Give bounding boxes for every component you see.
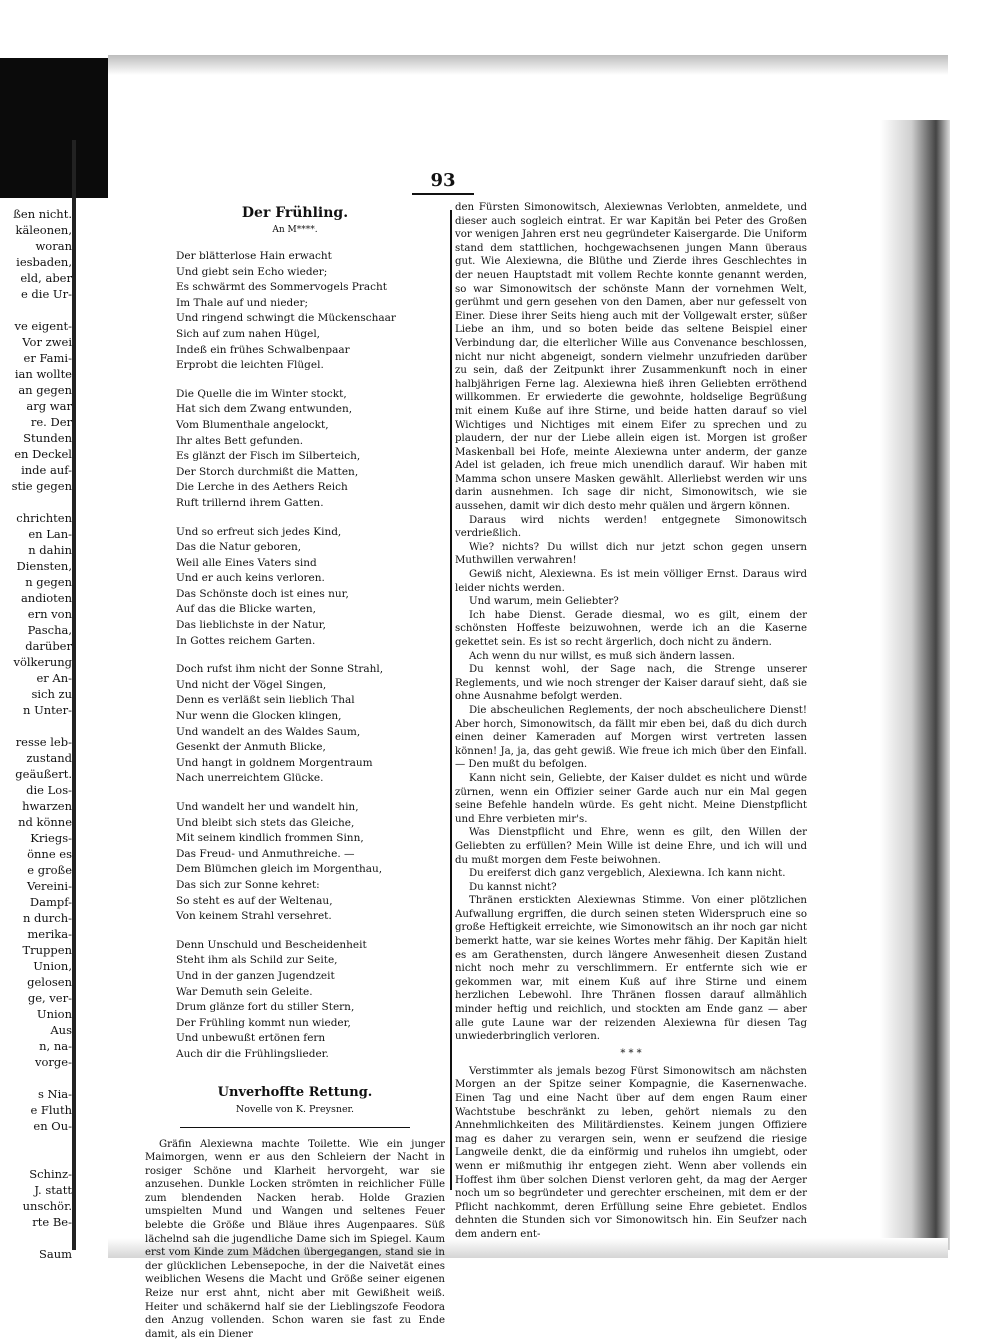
margin-fragment: s Nia- (0, 1086, 72, 1102)
poem-line: Und unbewußt ertönen fern (176, 1031, 440, 1047)
poem-line: Der Frühling kommt nun wieder, (176, 1016, 440, 1032)
poem-line: Und giebt sein Echo wieder; (176, 265, 440, 281)
margin-fragment: re. Der (0, 414, 72, 430)
margin-fragment: woran (0, 238, 72, 254)
margin-fragment: gelosen (0, 974, 72, 990)
poem-title: Der Frühling. (150, 205, 440, 221)
story-paragraph: Kann nicht sein, Geliebte, der Kaiser duldet es nicht und würde zürnen, wenn ein Offizier seiner Garde auch nur ein Mal gegen seine Befehle handeln würde. Es geht nicht. Meine Dienstpflicht und Ehre verbieten mir's. (455, 772, 807, 826)
column-divider (450, 210, 452, 1190)
poem-stanza (176, 938, 440, 1063)
margin-fragment: vorge- (0, 1054, 72, 1070)
margin-fragment: an gegen (0, 382, 72, 398)
margin-fragment: en Lan- (0, 526, 72, 542)
poem-line: In Gottes reichem Garten. (176, 634, 440, 650)
book-gutter-line (72, 140, 76, 1250)
margin-fragment: er An- (0, 670, 72, 686)
margin-fragment: hwarzen (0, 798, 72, 814)
poem-stanza (176, 387, 440, 512)
margin-fragment: e die Ur- (0, 286, 72, 302)
margin-fragment: arg war (0, 398, 72, 414)
margin-fragment: önne es (0, 846, 72, 862)
story-paragraph: Die abscheulichen Reglements, der noch abscheulichere Dienst! Aber horch, Simonowitsch, da fällt mir eben bei, daß du dich durch einen deiner Kameraden auf Morgen wirst vertreten lassen können! Ja, ja, das geht gewiß. Wie freue ich mich über den Einfall. — Den mußt du befolgen. (455, 704, 807, 772)
poem-line: Gesenkt der Anmuth Blicke, (176, 740, 440, 756)
poem-line: Nur wenn die Glocken klingen, (176, 709, 440, 725)
poem-line: Das lieblichste in der Natur, (176, 618, 440, 634)
margin-fragment: iesbaden, (0, 254, 72, 270)
poem-line: Hat sich dem Zwang entwunden, (176, 402, 440, 418)
poem-line: Von keinem Strahl versehret. (176, 909, 440, 925)
poem-line: Steht ihm als Schild zur Seite, (176, 953, 440, 969)
poem-line: Mit seinem kindlich frommen Sinn, (176, 831, 440, 847)
margin-fragment: Kriegs- (0, 830, 72, 846)
poem-line: Im Thale auf und nieder; (176, 296, 440, 312)
story-paragraph: Thränen erstickten Alexiewnas Stimme. Von einer plötzlichen Aufwallung ergriffen, die durch seinen steten Widerspruch eine so große Heftigkeit erreichte, wie Simonowitsch an ihr noch gar nicht bemerkt hatte, war sie keines Wortes mehr fähig. Der Kapitän hielt es am Gerathensten, durch längere Anwesenheit diesen Zustand nicht noch mehr zu verschlimmern. Er entfernte sich wie er gekommen war, mit einem Kuß auf ihre Stirne und einem herzlichen Lebewohl. Ihre Thränen flossen darauf allmählich minder heftig und reichlich, und stockten am Ende ganz — aber alle gute Laune war der reizenden Alexiewna für diesen Tag unwiederbringlich verloren. (455, 894, 807, 1044)
margin-fragment: völkerung (0, 654, 72, 670)
margin-fragment: Vor zwei (0, 334, 72, 350)
poem-line: Auf das die Blicke warten, (176, 602, 440, 618)
margin-fragment: käleonen, (0, 222, 72, 238)
story-paragraph: den Fürsten Simonowitsch, Alexiewnas Verlobten, anmeldete, und dieser auch sogleich eintrat. Er war Kapitän bei Peter des Großen vor wenigen Jahren erst neu gegründeter Kaisergarde. Die Uniform stand dem stattlichen, hochgewachsenen jungen Mann überaus gut. Wie Alexiewna, die Blüthe und Zierde ihres Geschlechtes in der neuen Hauptstadt mit vollem Rechte konnte genannt werden, so war Simonowitsch der schönste Mann der vornehmen Welt, gerühmt und gern gesehen von den Damen, aber nur gefesselt von Einer. Diese ihrer Seits hieng auch mit der Vollgewalt erster, süßer Liebe an ihm, und so boten beide das seltene Beispiel einer Verbindung dar, die elterlicher Wille aus Convenance beschlossen, nicht nur nicht abgeneigt, sondern vielmehr unzufrieden darüber zu sein, daß der Zeitpunkt ihrer Zusammenkunft noch in einer halbjährigen Ferne lag. Alexiewna hieß ihren Geliebten erröthend willkommen. Er erwiederte die gewohnte, holdselige Begrüßung mit einem Kuße auf ihre Stirne, und beide hatten darauf so viel Wichtiges und Nichtiges mit einem Eifer zu sprechen und zu plaudern, der nur der Liebe allein eigen ist. Morgen ist großer Maskenball bei Hofe, meinte Alexiewna unter anderm, der ganze Adel ist geladen, ich freue mich unendlich darauf. Wir haben mit Mamma schon unsere Masken gewählt. Allerliebst werden wir uns darin ausnehmen. Ich sage dir nicht, Simonowitsch, wie sie aussehen, damit wir dich desto mehr quälen und ärgern können. (455, 201, 807, 514)
poem-line: Weil alle Eines Vaters sind (176, 556, 440, 572)
margin-fragment: geäußert. (0, 766, 72, 782)
margin-fragment: en Ou- (0, 1118, 72, 1134)
poem-stanza (176, 249, 440, 374)
poem-stanza (176, 525, 440, 650)
margin-fragment: rte Be- (0, 1214, 72, 1230)
page-number: 93 (412, 170, 474, 191)
poem-line: Der blätterlose Hain erwacht (176, 249, 440, 265)
poem-line: Das Schönste doch ist eines nur, (176, 587, 440, 603)
margin-fragment: ian wollte (0, 366, 72, 382)
margin-fragment: n durch- (0, 910, 72, 926)
poem-stanza (176, 800, 440, 925)
margin-fragment: resse leb- (0, 734, 72, 750)
poem-line: Und wandelt an des Waldes Saum, (176, 725, 440, 741)
poem-line: Und ringend schwingt die Mückenschaar (176, 311, 440, 327)
poem-line: Das Freud- und Anmuthreiche. — (176, 847, 440, 863)
margin-fragment: e Fluth (0, 1102, 72, 1118)
left-column (150, 205, 440, 1341)
poem-line: Doch rufst ihm nicht der Sonne Strahl, (176, 662, 440, 678)
poem-line: Sich auf zum nahen Hügel, (176, 327, 440, 343)
story-paragraph: Ach wenn du nur willst, es muß sich ändern lassen. (455, 650, 807, 664)
margin-fragment: n gegen (0, 574, 72, 590)
margin-fragment: darüber (0, 638, 72, 654)
margin-fragment: Union (0, 1006, 72, 1022)
poem-line: Drum glänze fort du stiller Stern, (176, 1000, 440, 1016)
poem-line: Die Quelle die im Winter stockt, (176, 387, 440, 403)
poem-line: Erprobt die leichten Flügel. (176, 358, 440, 374)
story-paragraph: Ich habe Dienst. Gerade diesmal, wo es gilt, einem der schönsten Hoffeste beizuwohnen, werde ich an die Kaserne gekettet sein. Es ist so recht ärgerlich, doch nicht zu ändern. (455, 609, 807, 650)
scan-top-shadow (108, 55, 948, 75)
poem-line: Und nicht der Vögel Singen, (176, 678, 440, 694)
story-paragraph: Und warum, mein Geliebter? (455, 595, 807, 609)
margin-fragment: unschör. (0, 1198, 72, 1214)
poem-line: Dem Blümchen gleich im Morgenthau, (176, 862, 440, 878)
margin-fragment: Pascha, (0, 622, 72, 638)
margin-fragment: er Fami- (0, 350, 72, 366)
poem-line: Es schwärmt des Sommervogels Pracht (176, 280, 440, 296)
margin-fragment: stie gegen (0, 478, 72, 494)
margin-fragment: ve eigent- (0, 318, 72, 334)
story-paragraph: Du kannst nicht? (455, 881, 807, 895)
section-separator: * * * (455, 1048, 807, 1059)
margin-fragment: andioten (0, 590, 72, 606)
poem-line: Auch dir die Frühlingslieder. (176, 1047, 440, 1063)
margin-fragment: n dahin (0, 542, 72, 558)
poem-line: So steht es auf der Weltenau, (176, 894, 440, 910)
margin-fragment: chrichten (0, 510, 72, 526)
poem-line: Und hangt in goldnem Morgentraum (176, 756, 440, 772)
story-after-paragraph: Verstimmter als jemals bezog Fürst Simonowitsch am nächsten Morgen an der Spitze seiner Kompagnie, die Kasernenwache. Einen Tag und eine Nacht über auf dem engen Raum einer Wachtstube beschränkt zu leben, gehört niemals zu den Annehmlichkeiten des Militärdienstes. Keinem jungen Offiziere mag es daher zu verargen sein, wenn er seufzend die riesige Langweile denkt, die da einförmig und ruhelos ihn umgiebt, oder wenn er mißmuthig ihr entgegen zieht. Wenn aber vollends ein Hoffest ihm über solchen Dienst verloren geht, da mag der Aerger noch um so begründeter und gerechter erscheinen, mit dem er der Pflicht nachkommt, deren Erfüllung seine Ehre gebietet. Endlos dehnten die Stunden sich vor Simonowitsch hin. Ein Seufzer nach dem andern ent- (455, 1065, 807, 1242)
margin-fragment: n, na- (0, 1038, 72, 1054)
margin-fragment: Stunden (0, 430, 72, 446)
poem-line: Ruft trillernd ihrem Gatten. (176, 496, 440, 512)
margin-fragment: ern von (0, 606, 72, 622)
story-paragraph: Gewiß nicht, Alexiewna. Es ist mein völliger Ernst. Daraus wird leider nichts werden. (455, 568, 807, 595)
poem-line: Nach unerreichtem Glücke. (176, 771, 440, 787)
poem-dedication: An M****. (150, 225, 440, 235)
poem-line: Und in der ganzen Jugendzeit (176, 969, 440, 985)
poem-line: War Demuth sein Geleite. (176, 985, 440, 1001)
margin-fragment: Truppen (0, 942, 72, 958)
margin-fragment: Union, (0, 958, 72, 974)
poem-line: Und so erfreut sich jedes Kind, (176, 525, 440, 541)
margin-fragment: en Deckel (0, 446, 72, 462)
margin-fragment: sich zu (0, 686, 72, 702)
right-column (455, 201, 807, 1242)
poem-stanza (176, 662, 440, 787)
poem-line: Und bleibt sich stets das Gleiche, (176, 816, 440, 832)
poem-line: Denn Unschuld und Bescheidenheit (176, 938, 440, 954)
poem-line: Das die Natur geboren, (176, 540, 440, 556)
margin-fragment: ßen nicht. (0, 206, 72, 222)
margin-fragment: merika- (0, 926, 72, 942)
margin-fragment: inde auf- (0, 462, 72, 478)
margin-fragment: n Unter- (0, 702, 72, 718)
poem-line: Der Storch durchmißt die Matten, (176, 465, 440, 481)
poem-line: Indeß ein frühes Schwalbenpaar (176, 343, 440, 359)
margin-fragment: eld, aber (0, 270, 72, 286)
story-paragraph: Du ereiferst dich ganz vergeblich, Alexiewna. Ich kann nicht. (455, 867, 807, 881)
margin-fragment: Saum (0, 1246, 72, 1262)
story-paragraph: Daraus wird nichts werden! entgegnete Simonowitsch verdrießlich. (455, 514, 807, 541)
margin-fragment: Vereini- (0, 878, 72, 894)
story-opening-paragraph: Gräfin Alexiewna machte Toilette. Wie ein junger Maimorgen, wenn er aus den Schleiern der Nacht in rosiger Schöne und Klarheit hervorgeht, war sie anzusehen. Dunkle Locken strömten in reichlicher Fülle zum blendenden Nacken herab. Holde Grazien umspielten Mund und Wangen und seltenes Feuer belebte die Größe und Bläue ihres Augenpaares. Süß lächelnd sah die jugendliche Dame sich im Spiegel. Kaum erst vom Kinde zum Mädchen übergegangen, stand sie in der glücklichen Lebensepoche, in der die Naivetät eines weiblichen Wesens die Macht und Größe seiner eigenen Reize nur erst ahnt, nicht aber mit Gewißheit weiß. Heiter und schäkernd half sie der Lieblingszofe Feodora den Anzug vollenden. Schon waren sie fast zu Ende damit, als ein Diener (145, 1138, 445, 1341)
story-paragraph: Wie? nichts? Du willst dich nur jetzt schon gegen unsern Muthwillen verwahren! (455, 541, 807, 568)
story-subtitle: Novelle von K. Preysner. (150, 1104, 440, 1115)
poem-line: Denn es verläßt sein lieblich Thal (176, 693, 440, 709)
margin-fragment: e große (0, 862, 72, 878)
poem-line: Vom Blumenthale angelockt, (176, 418, 440, 434)
story-paragraph: Du kennst wohl, der Sage nach, die Strenge unserer Reglements, und wie noch strenger der Kaiser darauf sieht, daß sie ohne Ausnahme befolgt werden. (455, 663, 807, 704)
margin-fragment: ge, ver- (0, 990, 72, 1006)
adjacent-page-margin (0, 58, 72, 1253)
margin-fragment: Diensten, (0, 558, 72, 574)
margin-fragment: Dampf- (0, 894, 72, 910)
title-rule (180, 1127, 410, 1128)
scan-dark-edge (0, 58, 108, 198)
poem-line: Die Lerche in des Aethers Reich (176, 480, 440, 496)
poem-line: Es glänzt der Fisch im Silberteich, (176, 449, 440, 465)
margin-fragment: Aus (0, 1022, 72, 1038)
story-title: Unverhoffte Rettung. (150, 1085, 440, 1100)
margin-fragment: Schinz- (0, 1166, 72, 1182)
scan-right-edge (880, 120, 950, 1250)
story-paragraph: Was Dienstpflicht und Ehre, wenn es gilt, den Willen der Geliebten zu erfüllen? Mein Wille ist deine Ehre, und ich will und du mußt morgen dem Feste beiwohnen. (455, 826, 807, 867)
poem-line: Ihr altes Bett gefunden. (176, 434, 440, 450)
margin-fragment: die Los- (0, 782, 72, 798)
page-number-rule (412, 193, 474, 195)
poem-line: Und wandelt her und wandelt hin, (176, 800, 440, 816)
story-continuation (455, 201, 807, 1044)
margin-fragment: zustand (0, 750, 72, 766)
poem-line: Und er auch keins verloren. (176, 571, 440, 587)
poem-line: Das sich zur Sonne kehret: (176, 878, 440, 894)
margin-fragment: J. statt (0, 1182, 72, 1198)
poem-body (150, 249, 440, 1063)
margin-fragment: nd könne (0, 814, 72, 830)
